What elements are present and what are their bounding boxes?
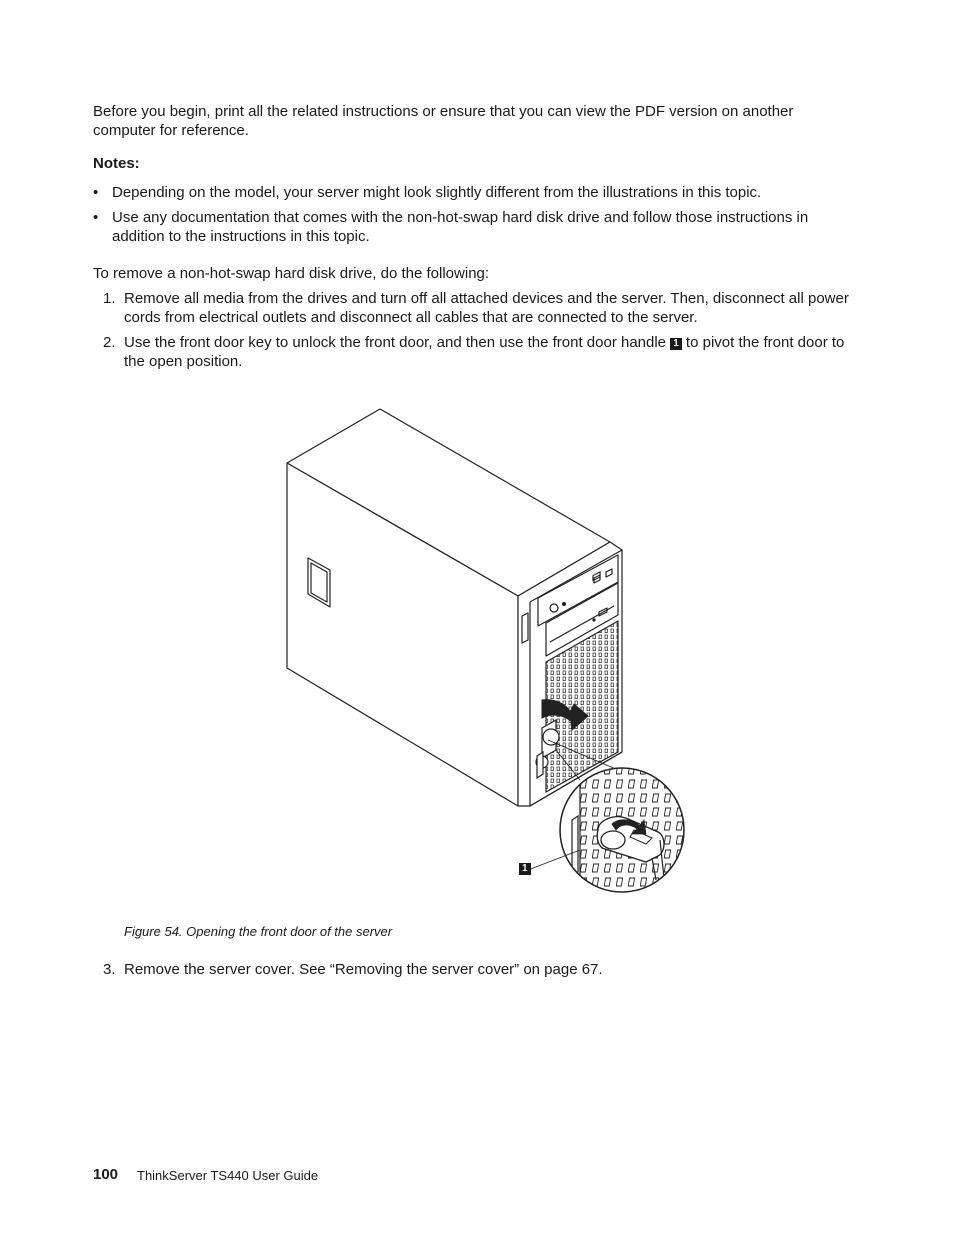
document-title: ThinkServer TS440 User Guide [137, 1168, 319, 1183]
step-text [124, 333, 853, 371]
procedure-intro: To remove a non-hot-swap hard disk drive, do the following: [93, 265, 490, 282]
note-text: Depending on the model, your server might look slightly different from the illustrations in this topic. [112, 184, 762, 201]
callout-1-label: 1 [519, 863, 531, 875]
bullet-marker: • [93, 209, 99, 226]
intro-paragraph: Before you begin, print all the related instructions or ensure that you can view the PDF version on another computer for reference. [93, 103, 794, 139]
step-number: 1. [103, 290, 116, 307]
figure-caption: Figure 54. Opening the front door of the server [124, 924, 393, 939]
step-number: 2. [103, 334, 116, 351]
page-number: 100 [93, 1166, 119, 1183]
step-text-after: to pivot the front door to the open position. [124, 334, 845, 370]
notes-heading: Notes: [93, 155, 140, 172]
step-text: Remove all media from the drives and turn off all attached devices and the server. Then, disconnect all power cords from electrical outlets and disconnect all cables that are connected to the server. [124, 290, 849, 326]
note-text: Use any documentation that comes with the non-hot-swap hard disk drive and follow those instructions in addition to the instructions in this topic. [112, 209, 809, 245]
callout-1-badge: 1 [670, 338, 682, 350]
step-text: Remove the server cover. See “Removing the server cover” on page 67. [124, 961, 603, 978]
bullet-marker: • [93, 184, 99, 201]
step-number: 3. [103, 961, 116, 978]
step-text-before: Use the front door key to unlock the front door, and then use the front door handle [124, 334, 671, 351]
server-front-door-illustration [280, 400, 700, 905]
